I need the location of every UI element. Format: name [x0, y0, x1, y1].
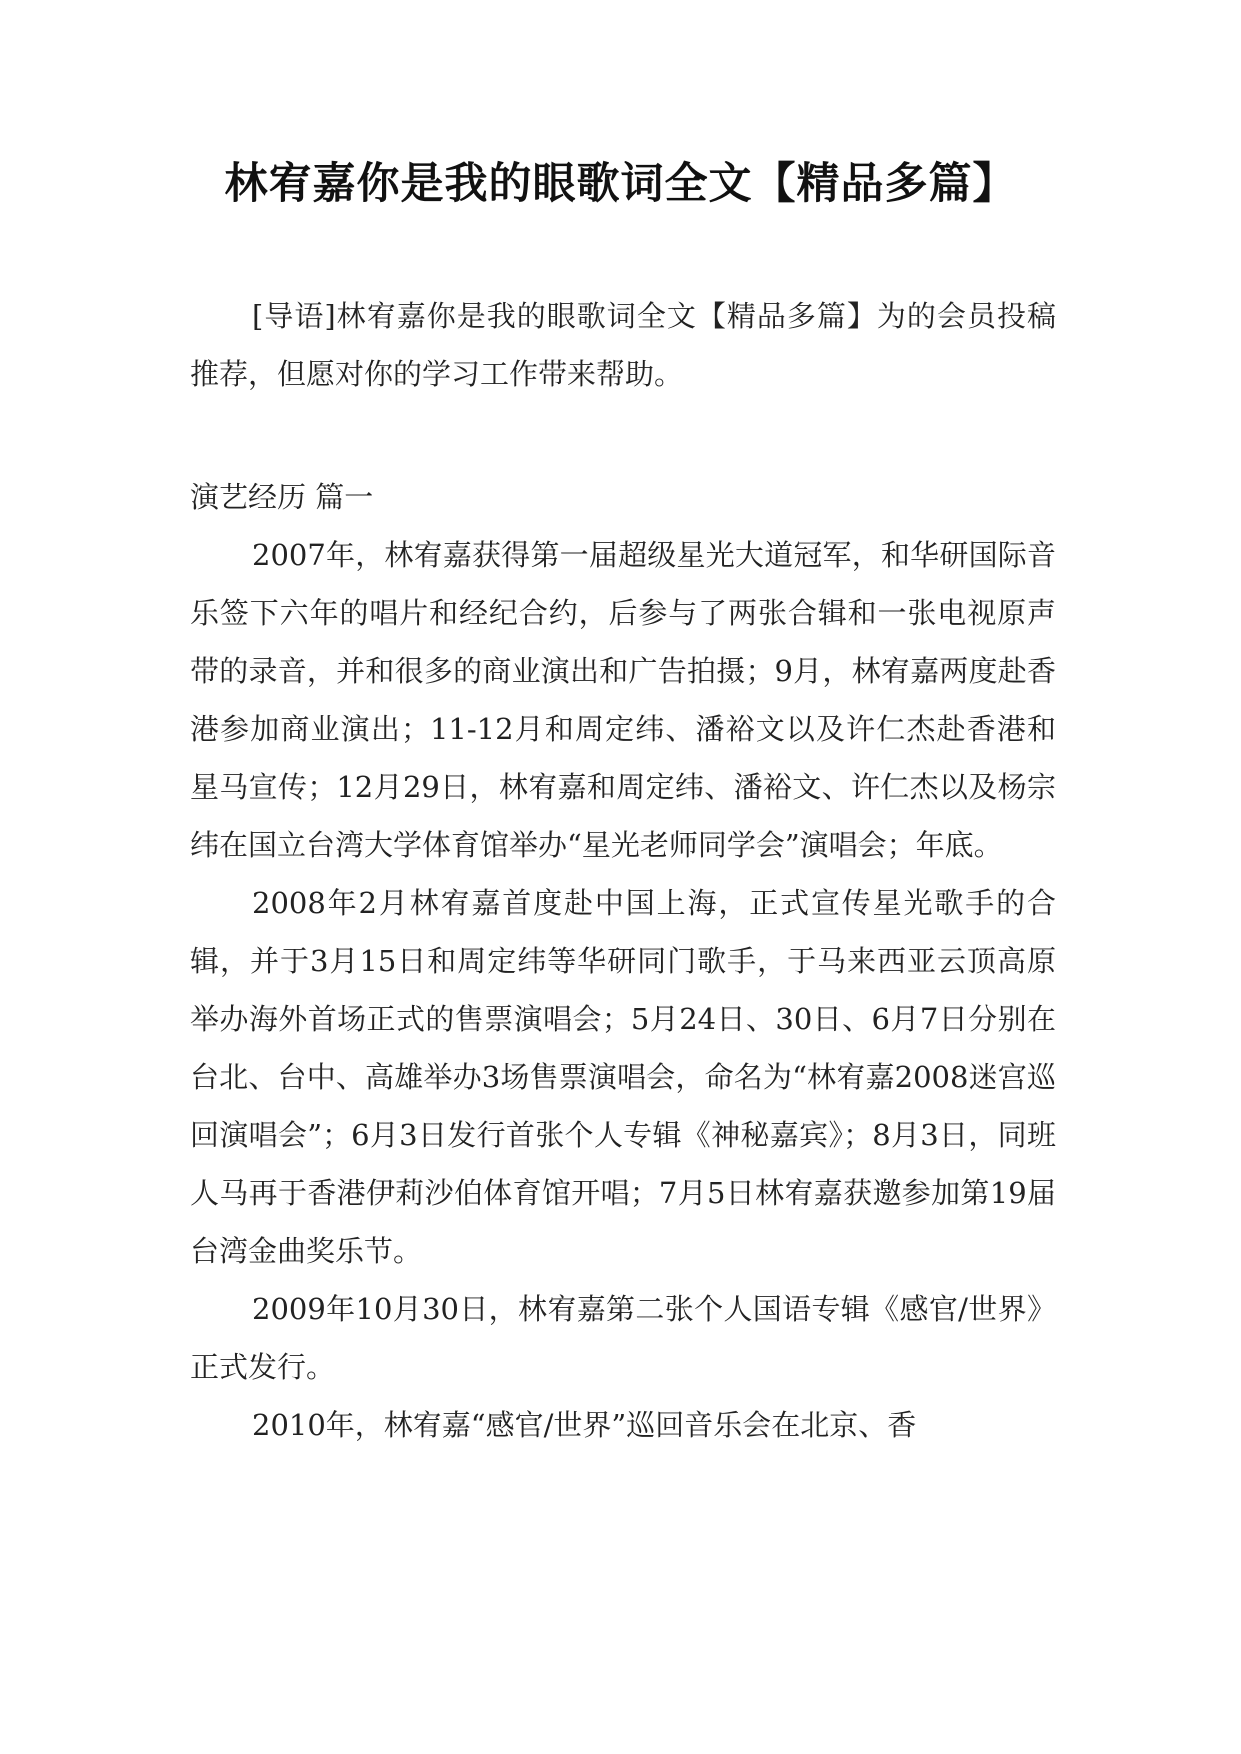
intro-paragraph: [导语]林宥嘉你是我的眼歌词全文【精品多篇】为的会员投稿推荐，但愿对你的学习工作带来帮助。 [190, 299, 1056, 391]
paragraph: 2008年2月林宥嘉首度赴中国上海，正式宣传星光歌手的合辑，并于3月15日和周定纬等华研同门歌手，于马来西亚云顶高原举办海外首场正式的售票演唱会；5月24日、30日、6月7日分别在台北、台中、高雄举办3场售票演唱会，命名为“林宥嘉2008迷宫巡回演唱会”；6月3日发行首张个人专辑《神秘嘉宾》；8月3日，同班人马再于香港伊莉沙伯体育馆开唱；7月5日林宥嘉获邀参加第19届台湾金曲奖乐节。 [190, 886, 1056, 1268]
paragraph: 2010年，林宥嘉“感官/世界”巡回音乐会在北京、香 [252, 1408, 917, 1442]
section-body [190, 526, 1056, 1454]
paragraph: 2007年，林宥嘉获得第一届超级星光大道冠军，和华研国际音乐签下六年的唱片和经纪合约，后参与了两张合辑和一张电视原声带的录音，并和很多的商业演出和广告拍摄；9月，林宥嘉两度赴香港参加商业演出；11-12月和周定纬、潘裕文以及许仁杰赴香港和星马宣传；12月29日，林宥嘉和周定纬、潘裕文、许仁杰以及杨宗纬在国立台湾大学体育馆举办“星光老师同学会”演唱会；年底。 [190, 538, 1056, 862]
document-title: 林宥嘉你是我的眼歌词全文【精品多篇】 [224, 159, 1017, 209]
paragraph: 2009年10月30日，林宥嘉第二张个人国语专辑《感官/世界》正式发行。 [190, 1292, 1056, 1384]
section-heading: 演艺经历 篇一 [190, 480, 374, 514]
